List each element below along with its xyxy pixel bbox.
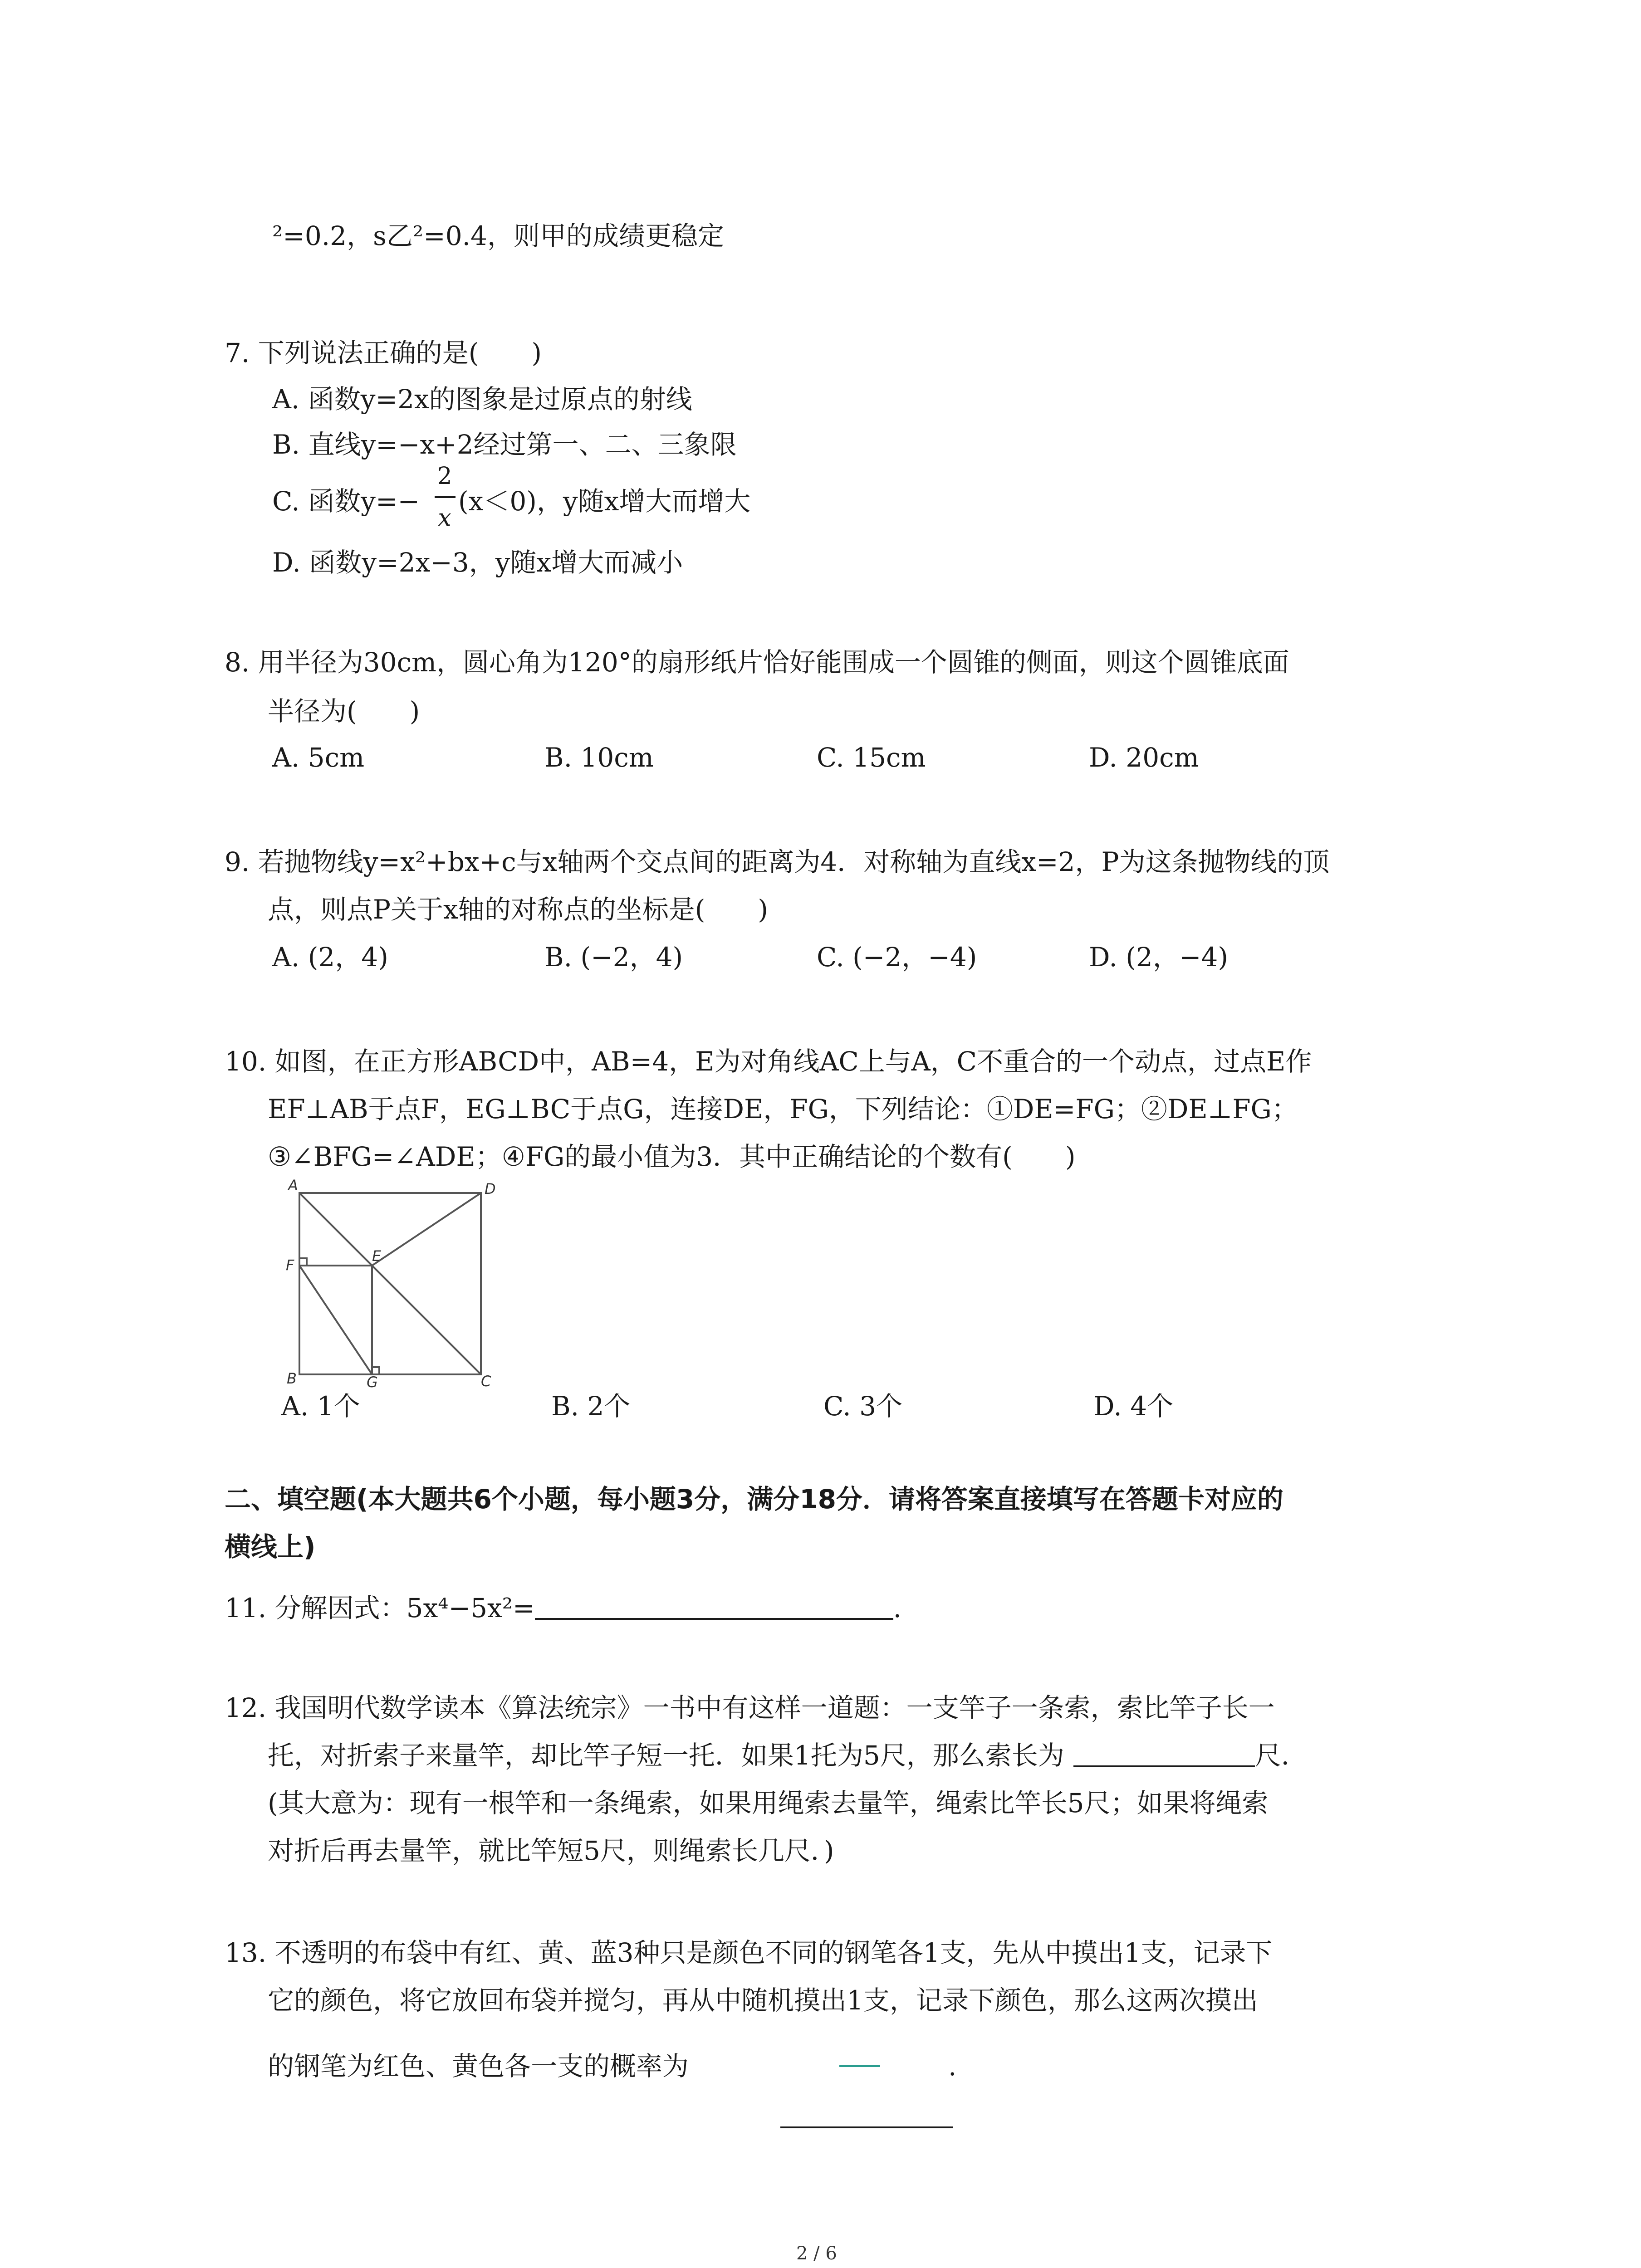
- q10-stem-line2: EF⊥AB于点F，EG⊥BC于点G，连接DE，FG，下列结论：①DE=FG；②DE⊥FG；: [268, 1094, 1298, 1124]
- q8-stem-line2: 半径为( ): [268, 696, 420, 727]
- diagonal-ac: [299, 1193, 481, 1374]
- q7-c-numerator: 2: [437, 463, 452, 490]
- q7-option-b: B. 直线y=−x+2经过第一、二、三象限: [272, 429, 737, 460]
- q7-stem: 7. 下列说法正确的是( ): [225, 337, 542, 368]
- q9-option-c: C. (−2，−4): [817, 942, 977, 973]
- q13-fraction-placeholder-bar: [839, 2065, 880, 2067]
- q9-option-a: A. (2，4): [272, 942, 388, 973]
- q7-option-a: A. 函数y=2x的图象是过原点的射线: [272, 384, 692, 415]
- q8-option-d: D. 20cm: [1089, 742, 1199, 773]
- q13-answer-blank[interactable]: [780, 2126, 953, 2128]
- q10-stem-line3: ③∠BFG=∠ADE；④FG的最小值为3．其中正确结论的个数有( ): [268, 1141, 1076, 1172]
- q8-option-a: A. 5cm: [272, 742, 365, 773]
- q13-line2: 它的颜色，将它放回布袋并搅匀，再从中随机摸出1支，记录下颜色，那么这两次摸出: [268, 1985, 1258, 2016]
- segment-de: [372, 1193, 481, 1266]
- q12-line2: [268, 1737, 1308, 1774]
- label-a: A: [288, 1177, 298, 1194]
- q12-answer-blank[interactable]: [1073, 1765, 1255, 1767]
- square-diagram: [281, 1179, 499, 1388]
- q13-end: .: [948, 2051, 957, 2082]
- label-f: F: [286, 1256, 294, 1274]
- q11-answer-blank[interactable]: [535, 1618, 893, 1620]
- top-line-text: ²=0.2，s乙²=0.4，则甲的成绩更稳定: [272, 220, 724, 251]
- q7-c-denominator: x: [438, 504, 451, 532]
- q13-line1: 13. 不透明的布袋中有红、黄、蓝3种只是颜色不同的钢笔各1支，先从中摸出1支，记录下: [225, 1937, 1273, 1968]
- right-angle-f: [299, 1258, 307, 1266]
- label-d: D: [485, 1180, 496, 1198]
- q8-option-b: B. 10cm: [544, 742, 654, 773]
- q12-line1: 12. 我国明代数学读本《算法统宗》一书中有这样一道题：一支竿子一条索，索比竿子长一: [225, 1692, 1275, 1723]
- q7-option-c-suffix: (x＜0)，y随x增大而增大: [458, 486, 751, 517]
- q10-option-c: C. 3个: [823, 1391, 903, 1422]
- label-g: G: [367, 1374, 378, 1391]
- q10-stem-line1: 10. 如图，在正方形ABCD中，AB=4，E为对角线AC上与A，C不重合的一个动点，过点E作: [225, 1046, 1312, 1077]
- q10-option-b: B. 2个: [551, 1391, 631, 1422]
- q8-option-c: C. 15cm: [817, 742, 926, 773]
- q7-option-c-prefix: C. 函数y=−: [272, 486, 420, 517]
- q12-line4: 对折后再去量竿，就比竿短5尺，则绳索长几尺．): [268, 1835, 834, 1866]
- label-b: B: [287, 1370, 297, 1387]
- q9-stem-line2: 点，则点P关于x轴的对称点的坐标是( ): [268, 894, 768, 925]
- segment-fg: [299, 1266, 372, 1374]
- q7-c-fraction-bar: [435, 496, 456, 498]
- page-number: 2 / 6: [796, 2243, 837, 2264]
- q12-line2-end: 尺．: [1254, 1740, 1308, 1771]
- q11-stem: 11. 分解因式：5x⁴−5x²=: [225, 1593, 535, 1623]
- q9-stem-line1: 9. 若抛物线y=x²+bx+c与x轴两个交点间的距离为4．对称轴为直线x=2，P为这条抛物线的顶: [225, 846, 1330, 877]
- q7-option-d: D. 函数y=2x−3，y随x增大而减小: [272, 547, 683, 578]
- q10-square-figure: [281, 1177, 499, 1391]
- q13-line3: 的钢笔为红色、黄色各一支的概率为: [268, 2051, 689, 2082]
- q11-end: .: [893, 1593, 902, 1623]
- q11-line: [225, 1590, 901, 1626]
- label-e: E: [372, 1247, 382, 1265]
- q8-stem-line1: 8. 用半径为30cm，圆心角为120°的扇形纸片恰好能围成一个圆锥的侧面，则这个圆锥底面: [225, 647, 1289, 678]
- q12-line3: (其大意为：现有一根竿和一条绳索，如果用绳索去量竿，绳索比竿长5尺；如果将绳索: [268, 1788, 1269, 1818]
- section2-heading-line1: 二、填空题(本大题共6个小题，每小题3分，满分18分．请将答案直接填写在答题卡对应的: [225, 1484, 1283, 1515]
- q9-option-b: B. (−2，4): [544, 942, 683, 973]
- q10-option-d: D. 4个: [1093, 1391, 1174, 1422]
- q10-option-a: A. 1个: [281, 1391, 360, 1422]
- label-c: C: [481, 1373, 491, 1390]
- q12-line2-text: 托，对折索子来量竿，却比竿子短一托．如果1托为5尺，那么索长为: [268, 1740, 1064, 1771]
- section2-heading-line2: 横线上): [225, 1531, 316, 1562]
- q9-option-d: D. (2，−4): [1089, 942, 1228, 973]
